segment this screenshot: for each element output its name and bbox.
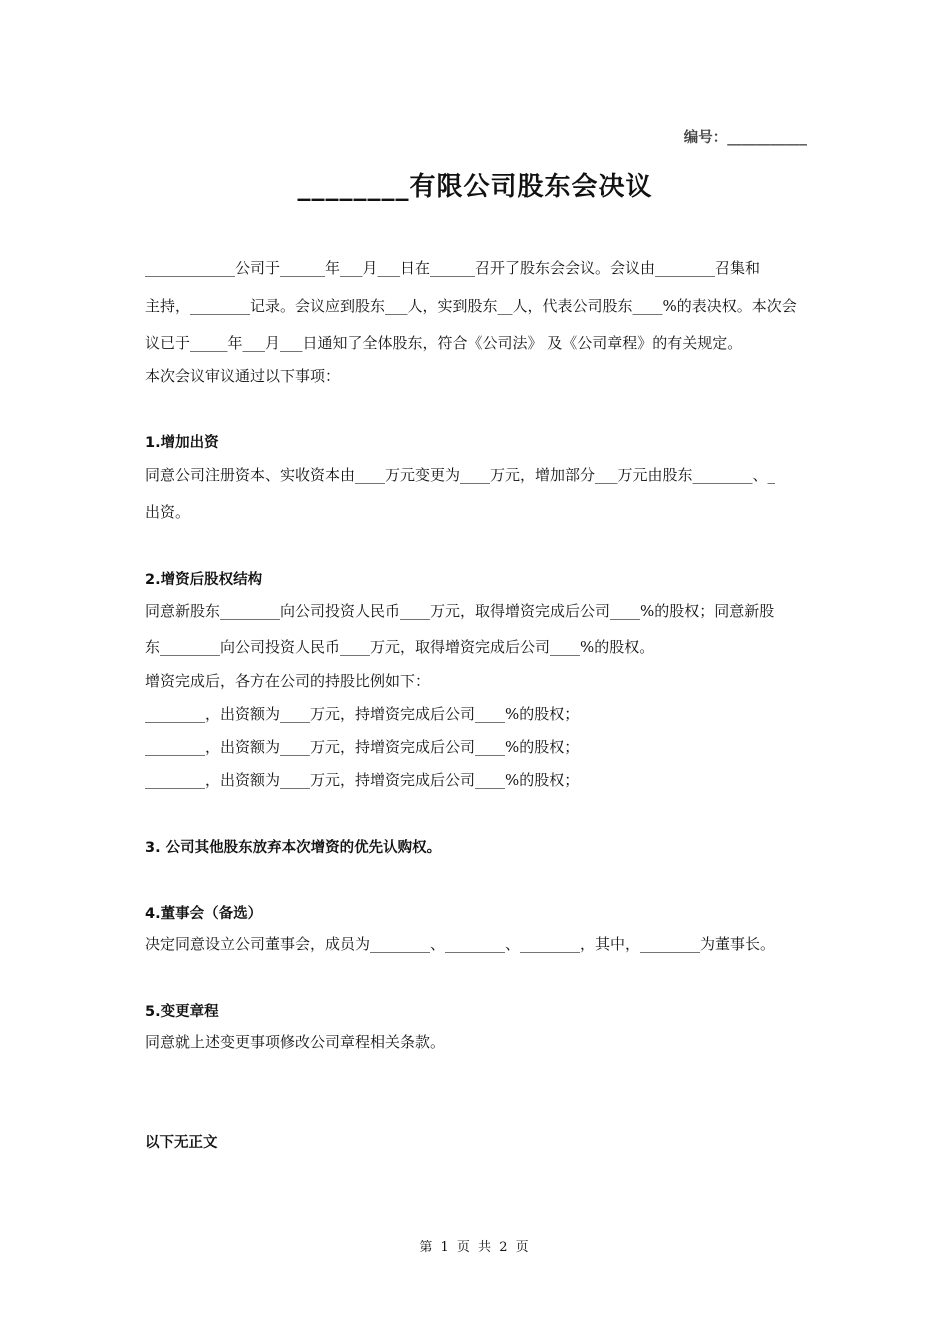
section-3-heading: 3. 公司其他股东放弃本次增资的优先认购权。 bbox=[145, 840, 442, 856]
holding-row: ________，出资额为____万元，持增资完成后公司____%的股权； bbox=[145, 705, 580, 723]
holding-row: ________，出资额为____万元，持增资完成后公司____%的股权； bbox=[145, 771, 580, 789]
section-5-heading: 5.变更章程 bbox=[145, 1004, 219, 1020]
page-footer: 第 1 页 共 2 页 bbox=[419, 1240, 531, 1255]
intro-line-3: 议已于_____年___月___日通知了全体股东，符合《公司法》 及《公司章程》的有关规定。 bbox=[145, 334, 743, 352]
section-4-line-1: 决定同意设立公司董事会，成员为________、________、________，其中，________为董事长。 bbox=[145, 935, 776, 953]
section-2-line-2: 东________向公司投资人民币____万元，取得增资完成后公司____%的股权。 bbox=[145, 638, 655, 656]
section-2-line-3: 增资完成后，各方在公司的持股比例如下： bbox=[145, 672, 431, 690]
section-5-line-1: 同意就上述变更事项修改公司章程相关条款。 bbox=[145, 1033, 446, 1051]
section-1-heading: 1.增加出资 bbox=[145, 435, 219, 451]
holding-row: ________，出资额为____万元，持增资完成后公司____%的股权； bbox=[145, 738, 580, 756]
closing-note: 以下无正文 bbox=[145, 1135, 218, 1151]
section-4-heading: 4.董事会（备选） bbox=[145, 906, 263, 922]
section-1-line-2: 出资。 bbox=[145, 503, 191, 521]
document-title: ________有限公司股东会决议 bbox=[297, 172, 653, 202]
document-serial-number: 编号：___________ bbox=[683, 130, 807, 146]
intro-line-4: 本次会议审议通过以下事项： bbox=[145, 367, 341, 385]
section-1-line-1: 同意公司注册资本、实收资本由____万元变更为____万元，增加部分___万元由股东________、_ bbox=[145, 466, 776, 484]
intro-line-2: 主持，________记录。会议应到股东___人，实到股东__人，代表公司股东____%的表决权。本次会 bbox=[145, 297, 797, 315]
section-2-line-1: 同意新股东________向公司投资人民币____万元，取得增资完成后公司____%的股权；同意新股 bbox=[145, 602, 775, 620]
intro-line-1: ____________公司于______年___月___日在______召开了股东会会议。会议由________召集和 bbox=[145, 259, 761, 277]
section-2-heading: 2.增资后股权结构 bbox=[145, 572, 263, 588]
